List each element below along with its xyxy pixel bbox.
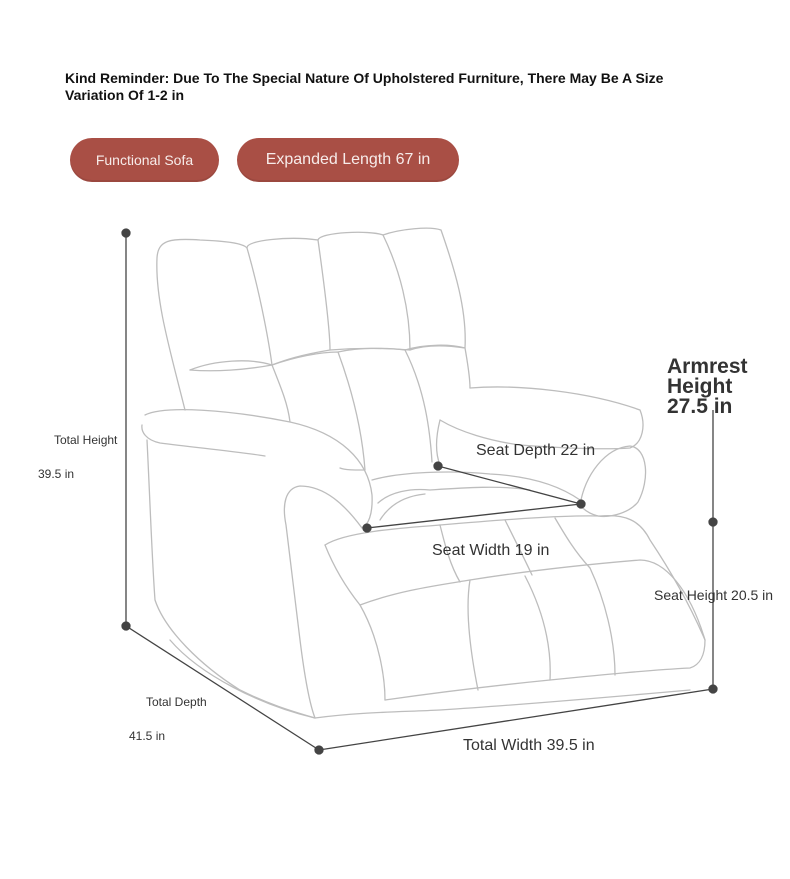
total-height-value: 39.5 in bbox=[38, 467, 75, 481]
armrest-height-line2: Height bbox=[667, 375, 733, 398]
seat-height-label: Seat Height 20.5 in bbox=[654, 587, 774, 603]
size-reminder: Kind Reminder: Due To The Special Nature Of Upholstered Furniture, There May Be A Size Variation Of 1-2 in bbox=[65, 70, 664, 103]
seat-height-dot bbox=[709, 518, 717, 526]
armrest-height-label bbox=[667, 357, 748, 417]
seat-depth-label: Seat Depth 22 in bbox=[476, 442, 596, 459]
functional-sofa-label: Functional Sofa bbox=[95, 152, 194, 168]
total-width-label: Total Width 39.5 in bbox=[463, 737, 595, 754]
seat-depth-line bbox=[438, 466, 581, 504]
total-depth-label: Total Depth bbox=[146, 695, 207, 709]
total-height-label: Total Height bbox=[54, 433, 118, 447]
seat-width-line bbox=[367, 504, 581, 528]
seat-width-start-dot bbox=[363, 524, 371, 532]
armrest-height-line3: 27.5 in bbox=[667, 395, 733, 418]
armrest-height-line1: Armrest bbox=[667, 355, 748, 378]
total-height-top-dot bbox=[122, 229, 130, 237]
recliner-outline bbox=[142, 228, 705, 718]
total-depth-value: 41.5 in bbox=[129, 729, 166, 743]
seat-depth-start-dot bbox=[434, 462, 442, 470]
seat-width-label: Seat Width 19 in bbox=[432, 542, 550, 559]
expanded-length-label: Expanded Length 67 in bbox=[265, 151, 431, 168]
